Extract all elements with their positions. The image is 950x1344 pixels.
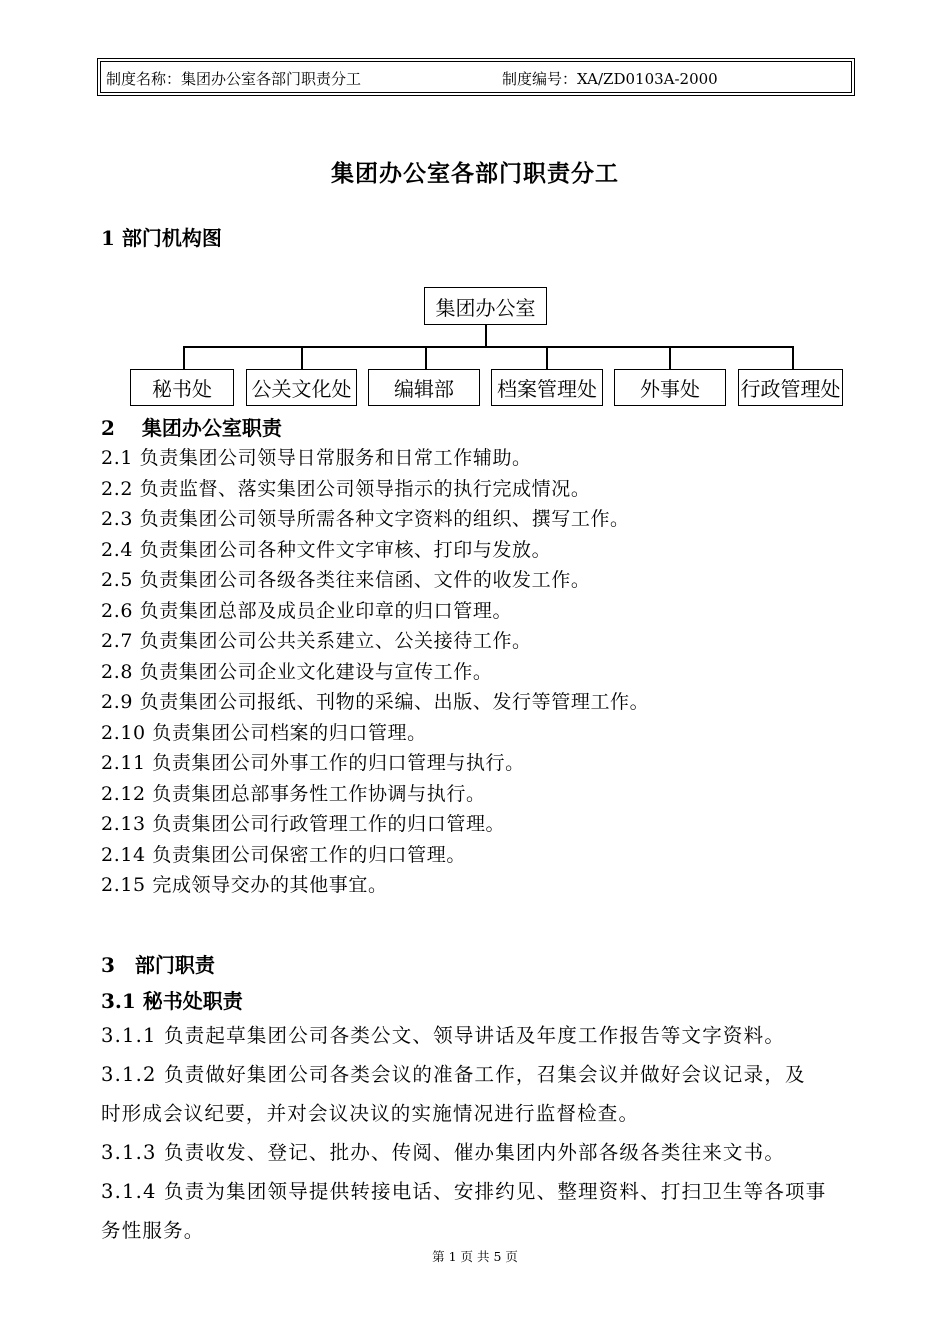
- regulation-code: 制度编号：XA/ZD0103A-2000: [502, 70, 718, 88]
- list-item: 2.9 负责集团公司报纸、刊物的采编、出版、发行等管理工作。: [101, 691, 650, 713]
- section-3-1-heading: 3.1 秘书处职责: [101, 989, 243, 1013]
- paragraph-line: 时形成会议纪要，并对会议决议的实施情况进行监督检查。: [101, 1102, 640, 1125]
- org-child-public-relations: 公关文化处: [246, 369, 357, 406]
- org-connector: [669, 346, 671, 369]
- paragraph-line: 3.1.3 负责收发、登记、批办、传阅、催办集团内外部各级各类往来文书。: [101, 1141, 786, 1164]
- org-child-secretariat: 秘书处: [130, 369, 234, 406]
- list-item: 2.12 负责集团总部事务性工作协调与执行。: [101, 782, 486, 805]
- list-item: 2.13 负责集团公司行政管理工作的归口管理。: [101, 813, 506, 835]
- document-title: 集团办公室各部门职责分工: [331, 160, 619, 187]
- org-connector: [301, 346, 303, 369]
- list-item: 2.15 完成领导交办的其他事宜。: [101, 874, 388, 896]
- section-2-list: [101, 443, 649, 901]
- org-child-editorial: 编辑部: [368, 369, 480, 406]
- section-3-heading: 3 部门职责: [101, 953, 215, 977]
- org-connector: [546, 346, 548, 369]
- org-root-node: 集团办公室: [424, 287, 547, 325]
- list-item: 2.7 负责集团公司公共关系建立、公关接待工作。: [101, 630, 532, 652]
- list-item: 2.6 负责集团总部及成员企业印章的归口管理。: [101, 599, 513, 622]
- section-1-heading: 1 部门机构图: [101, 226, 222, 250]
- list-item: 2.11 负责集团公司外事工作的归口管理与执行。: [101, 752, 525, 774]
- org-connector: [425, 346, 427, 369]
- regulation-name: 制度名称：集团办公室各部门职责分工: [106, 70, 362, 88]
- paragraph-line: 3.1.2 负责做好集团公司各类会议的准备工作，召集会议并做好会议记录，及: [101, 1063, 806, 1086]
- org-child-archives: 档案管理处: [491, 369, 603, 406]
- list-item: 2.8 负责集团公司企业文化建设与宣传工作。: [101, 660, 493, 683]
- list-item: 2.14 负责集团公司保密工作的归口管理。: [101, 843, 466, 866]
- paragraph-line: 3.1.1 负责起草集团公司各类公文、领导讲话及年度工作报告等文字资料。: [101, 1024, 786, 1047]
- list-item: 2.10 负责集团公司档案的归口管理。: [101, 721, 427, 744]
- page-footer: 第 1 页 共 5 页: [432, 1249, 518, 1264]
- org-connector: [485, 325, 487, 347]
- org-connector: [183, 346, 185, 369]
- paragraph-line: 务性服务。: [101, 1219, 205, 1242]
- list-item: 2.3 负责集团公司领导所需各种文字资料的组织、撰写工作。: [101, 508, 630, 530]
- org-child-administration: 行政管理处: [738, 369, 843, 406]
- org-chart: [0, 0, 950, 420]
- list-item: 2.2 负责监督、落实集团公司领导指示的执行完成情况。: [101, 477, 591, 500]
- org-connector: [183, 346, 793, 348]
- list-item: 2.5 负责集团公司各级各类往来信函、文件的收发工作。: [101, 569, 591, 591]
- list-item: 2.4 负责集团公司各种文件文字审核、打印与发放。: [101, 538, 552, 561]
- org-connector: [792, 346, 794, 369]
- org-child-foreign-affairs: 外事处: [614, 369, 726, 406]
- list-item: 2.1 负责集团公司领导日常服务和日常工作辅助。: [101, 447, 532, 469]
- section-2-heading: 2 集团办公室职责: [101, 416, 282, 440]
- section-3-1-paragraphs: [101, 1016, 851, 1250]
- paragraph-line: 3.1.4 负责为集团领导提供转接电话、安排约见、整理资料、打扫卫生等各项事: [101, 1180, 827, 1203]
